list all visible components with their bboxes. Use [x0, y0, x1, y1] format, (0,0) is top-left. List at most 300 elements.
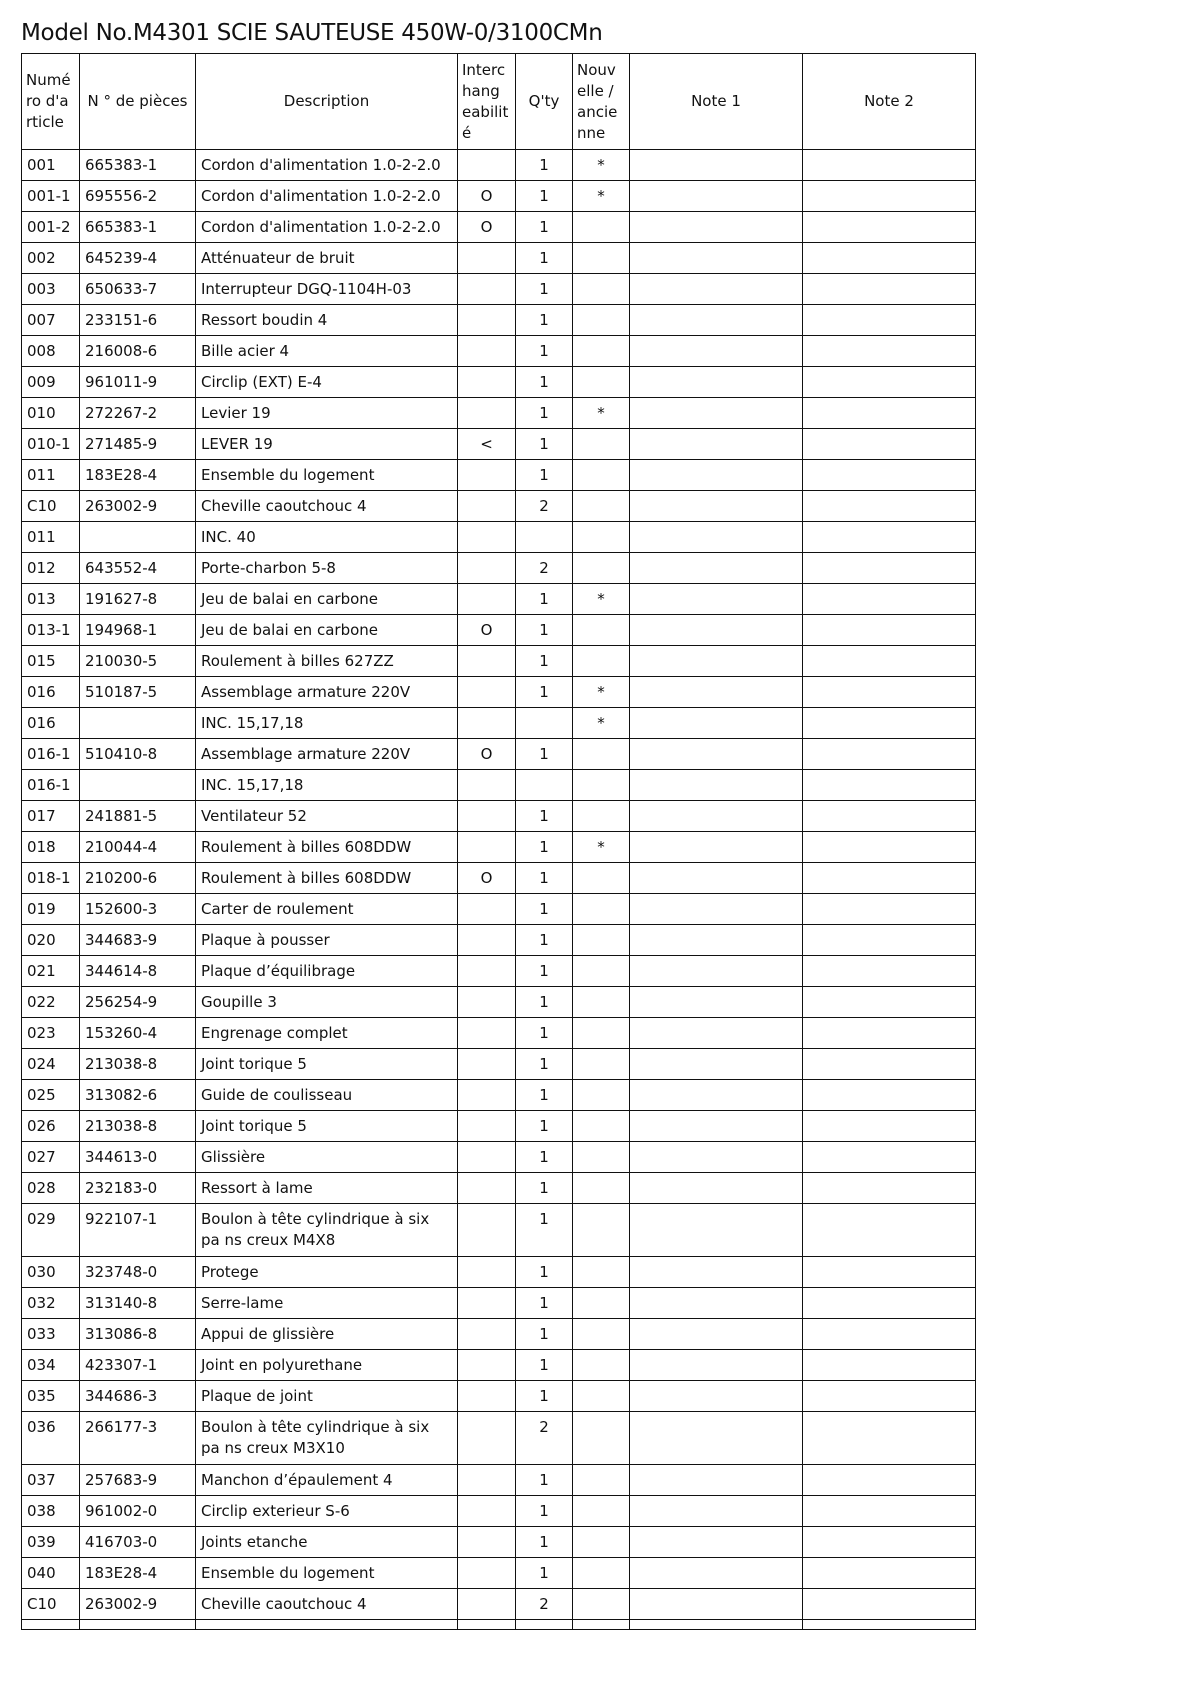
- table-row: [22, 584, 976, 615]
- cell-description: Assemblage armature 220V: [196, 677, 458, 708]
- cell-note-1: [630, 770, 803, 801]
- cell-new-old: [573, 305, 630, 336]
- cell-interchangeability: [458, 677, 516, 708]
- cell-note-2: [803, 1350, 976, 1381]
- cell-item-number: 028: [22, 1173, 80, 1204]
- cell-part-number: 272267-2: [80, 398, 196, 429]
- cell-new-old: [573, 1496, 630, 1527]
- cell-note-1: [630, 367, 803, 398]
- cell-item-number: 038: [22, 1496, 80, 1527]
- cell-part-number: 232183-0: [80, 1173, 196, 1204]
- cell-note-2: [803, 1204, 976, 1257]
- cell-item-number: 013: [22, 584, 80, 615]
- cell-new-old: [573, 212, 630, 243]
- cell-item-number: 016-1: [22, 770, 80, 801]
- cell-part-number: 210200-6: [80, 863, 196, 894]
- cell-interchangeability: [458, 1018, 516, 1049]
- cell-empty: [630, 1620, 803, 1630]
- cell-note-2: [803, 181, 976, 212]
- cell-quantity: 1: [516, 429, 573, 460]
- cell-quantity: 1: [516, 894, 573, 925]
- cell-quantity: 1: [516, 274, 573, 305]
- cell-item-number: 001-1: [22, 181, 80, 212]
- cell-part-number: 266177-3: [80, 1412, 196, 1465]
- table-row: [22, 1558, 976, 1589]
- cell-item-number: 017: [22, 801, 80, 832]
- cell-part-number: 961011-9: [80, 367, 196, 398]
- cell-part-number: 191627-8: [80, 584, 196, 615]
- cell-note-1: [630, 1465, 803, 1496]
- cell-part-number: 344614-8: [80, 956, 196, 987]
- cell-note-2: [803, 832, 976, 863]
- cell-description: Roulement à billes 608DDW: [196, 863, 458, 894]
- cell-quantity: 1: [516, 1558, 573, 1589]
- table-row: [22, 832, 976, 863]
- cell-description: Cheville caoutchouc 4: [196, 1589, 458, 1620]
- cell-description: Atténuateur de bruit: [196, 243, 458, 274]
- cell-description: Manchon d’épaulement 4: [196, 1465, 458, 1496]
- parts-table: [21, 53, 976, 1630]
- document-title: Model No.M4301 SCIE SAUTEUSE 450W-0/3100CMn: [21, 20, 603, 46]
- cell-part-number: 183E28-4: [80, 460, 196, 491]
- cell-description: Ressort à lame: [196, 1173, 458, 1204]
- cell-interchangeability: [458, 398, 516, 429]
- cell-part-number: 695556-2: [80, 181, 196, 212]
- cell-note-2: [803, 801, 976, 832]
- cell-note-2: [803, 956, 976, 987]
- cell-part-number: 416703-0: [80, 1527, 196, 1558]
- cell-note-2: [803, 1558, 976, 1589]
- cell-interchangeability: [458, 1589, 516, 1620]
- cell-new-old: [573, 1173, 630, 1204]
- cell-note-1: [630, 925, 803, 956]
- cell-note-2: [803, 305, 976, 336]
- cell-note-2: [803, 1018, 976, 1049]
- table-row: [22, 987, 976, 1018]
- cell-description: Plaque d’équilibrage: [196, 956, 458, 987]
- cell-new-old: [573, 460, 630, 491]
- cell-interchangeability: [458, 491, 516, 522]
- cell-new-old: [573, 925, 630, 956]
- cell-new-old: [573, 1204, 630, 1257]
- cell-description: Joint torique 5: [196, 1111, 458, 1142]
- cell-empty: [516, 1620, 573, 1630]
- cell-interchangeability: [458, 1173, 516, 1204]
- cell-note-1: [630, 894, 803, 925]
- cell-interchangeability: O: [458, 739, 516, 770]
- cell-part-number: 323748-0: [80, 1257, 196, 1288]
- cell-item-number: 033: [22, 1319, 80, 1350]
- cell-item-number: 012: [22, 553, 80, 584]
- cell-interchangeability: [458, 336, 516, 367]
- cell-interchangeability: [458, 925, 516, 956]
- cell-item-number: 010-1: [22, 429, 80, 460]
- cell-interchangeability: [458, 646, 516, 677]
- cell-description: Cordon d'alimentation 1.0-2-2.0: [196, 181, 458, 212]
- cell-note-1: [630, 1204, 803, 1257]
- cell-quantity: 1: [516, 1142, 573, 1173]
- cell-interchangeability: [458, 987, 516, 1018]
- cell-part-number: 510410-8: [80, 739, 196, 770]
- cell-note-2: [803, 1465, 976, 1496]
- cell-quantity: 1: [516, 1018, 573, 1049]
- cell-interchangeability: [458, 1558, 516, 1589]
- cell-item-number: 025: [22, 1080, 80, 1111]
- cell-quantity: 1: [516, 1465, 573, 1496]
- cell-interchangeability: [458, 584, 516, 615]
- cell-part-number: 256254-9: [80, 987, 196, 1018]
- cell-interchangeability: <: [458, 429, 516, 460]
- cell-new-old: *: [573, 832, 630, 863]
- cell-note-1: [630, 1527, 803, 1558]
- cell-new-old: [573, 863, 630, 894]
- cell-description: Plaque à pousser: [196, 925, 458, 956]
- cell-empty: [803, 1620, 976, 1630]
- cell-note-1: [630, 1111, 803, 1142]
- cell-part-number: 344686-3: [80, 1381, 196, 1412]
- cell-empty: [573, 1620, 630, 1630]
- cell-quantity: 2: [516, 491, 573, 522]
- cell-description: Cordon d'alimentation 1.0-2-2.0: [196, 212, 458, 243]
- cell-item-number: 020: [22, 925, 80, 956]
- cell-quantity: 1: [516, 1496, 573, 1527]
- table-body: [22, 150, 976, 1630]
- cell-interchangeability: O: [458, 615, 516, 646]
- cell-item-number: 003: [22, 274, 80, 305]
- cell-quantity: 1: [516, 1080, 573, 1111]
- cell-item-number: 030: [22, 1257, 80, 1288]
- cell-new-old: [573, 243, 630, 274]
- cell-item-number: 016: [22, 708, 80, 739]
- table-row: [22, 615, 976, 646]
- cell-note-2: [803, 1049, 976, 1080]
- cell-description: Roulement à billes 608DDW: [196, 832, 458, 863]
- cell-description: INC. 15,17,18: [196, 770, 458, 801]
- cell-item-number: 035: [22, 1381, 80, 1412]
- cell-interchangeability: [458, 1319, 516, 1350]
- cell-note-1: [630, 1049, 803, 1080]
- cell-item-number: 015: [22, 646, 80, 677]
- cell-quantity: 1: [516, 956, 573, 987]
- cell-interchangeability: [458, 460, 516, 491]
- cell-item-number: 013-1: [22, 615, 80, 646]
- cell-part-number: 344683-9: [80, 925, 196, 956]
- cell-note-2: [803, 1319, 976, 1350]
- cell-quantity: 1: [516, 181, 573, 212]
- cell-note-1: [630, 1319, 803, 1350]
- table-row: [22, 398, 976, 429]
- cell-quantity: 1: [516, 1527, 573, 1558]
- cell-interchangeability: [458, 274, 516, 305]
- cell-interchangeability: [458, 1527, 516, 1558]
- cell-item-number: 037: [22, 1465, 80, 1496]
- cell-note-1: [630, 150, 803, 181]
- cell-description: Cordon d'alimentation 1.0-2-2.0: [196, 150, 458, 181]
- table-row: [22, 367, 976, 398]
- cell-note-2: [803, 1496, 976, 1527]
- cell-interchangeability: [458, 1465, 516, 1496]
- table-row: [22, 646, 976, 677]
- cell-item-number: 011: [22, 522, 80, 553]
- cell-description: Levier 19: [196, 398, 458, 429]
- cell-item-number: 023: [22, 1018, 80, 1049]
- cell-quantity: 1: [516, 336, 573, 367]
- header-interchangeability: Interc hang eabilit é: [458, 54, 516, 150]
- cell-part-number: 213038-8: [80, 1111, 196, 1142]
- table-row: [22, 1319, 976, 1350]
- cell-description: Circlip exterieur S-6: [196, 1496, 458, 1527]
- cell-item-number: 027: [22, 1142, 80, 1173]
- cell-part-number: 961002-0: [80, 1496, 196, 1527]
- cell-item-number: C10: [22, 491, 80, 522]
- header-new-old: Nouv elle / ancie nne: [573, 54, 630, 150]
- cell-interchangeability: [458, 956, 516, 987]
- cell-new-old: *: [573, 584, 630, 615]
- cell-interchangeability: [458, 1142, 516, 1173]
- cell-note-2: [803, 987, 976, 1018]
- cell-quantity: 1: [516, 615, 573, 646]
- cell-new-old: [573, 956, 630, 987]
- cell-note-1: [630, 863, 803, 894]
- cell-part-number: 645239-4: [80, 243, 196, 274]
- cell-quantity: 1: [516, 801, 573, 832]
- cell-note-2: [803, 584, 976, 615]
- cell-new-old: [573, 553, 630, 584]
- table-row: [22, 181, 976, 212]
- cell-interchangeability: [458, 367, 516, 398]
- cell-item-number: 026: [22, 1111, 80, 1142]
- cell-note-2: [803, 615, 976, 646]
- cell-description: Glissière: [196, 1142, 458, 1173]
- cell-description: Joint en polyurethane: [196, 1350, 458, 1381]
- cell-new-old: *: [573, 677, 630, 708]
- cell-description: Joints etanche: [196, 1527, 458, 1558]
- cell-description: Bille acier 4: [196, 336, 458, 367]
- cell-interchangeability: [458, 894, 516, 925]
- cell-quantity: 1: [516, 460, 573, 491]
- cell-interchangeability: [458, 1111, 516, 1142]
- cell-note-1: [630, 243, 803, 274]
- cell-description: Goupille 3: [196, 987, 458, 1018]
- cell-part-number: 183E28-4: [80, 1558, 196, 1589]
- cell-item-number: 018-1: [22, 863, 80, 894]
- table-row: [22, 1018, 976, 1049]
- cell-part-number: 194968-1: [80, 615, 196, 646]
- cell-quantity: 1: [516, 243, 573, 274]
- cell-new-old: [573, 801, 630, 832]
- cell-note-1: [630, 212, 803, 243]
- cell-interchangeability: [458, 305, 516, 336]
- cell-description: Boulon à tête cylindrique à six pa ns creux M4X8: [196, 1204, 458, 1257]
- cell-part-number: 213038-8: [80, 1049, 196, 1080]
- cell-part-number: 263002-9: [80, 1589, 196, 1620]
- cell-item-number: 039: [22, 1527, 80, 1558]
- cell-description: Circlip (EXT) E-4: [196, 367, 458, 398]
- cell-item-number: 019: [22, 894, 80, 925]
- cell-description: Porte-charbon 5-8: [196, 553, 458, 584]
- cell-note-2: [803, 1589, 976, 1620]
- cell-note-2: [803, 150, 976, 181]
- cell-new-old: [573, 1018, 630, 1049]
- cell-quantity: 1: [516, 212, 573, 243]
- cell-item-number: 022: [22, 987, 80, 1018]
- cell-item-number: 024: [22, 1049, 80, 1080]
- table-row: [22, 460, 976, 491]
- cell-note-1: [630, 615, 803, 646]
- cell-note-2: [803, 770, 976, 801]
- cell-new-old: [573, 1080, 630, 1111]
- table-row: [22, 677, 976, 708]
- cell-quantity: 1: [516, 1204, 573, 1257]
- header-description: Description: [196, 54, 458, 150]
- header-part-number: N ° de pièces: [80, 54, 196, 150]
- cell-interchangeability: [458, 1350, 516, 1381]
- table-header-row: [22, 54, 976, 150]
- header-note-2: Note 2: [803, 54, 976, 150]
- cell-part-number: 271485-9: [80, 429, 196, 460]
- cell-note-2: [803, 553, 976, 584]
- cell-part-number: [80, 770, 196, 801]
- cell-part-number: 510187-5: [80, 677, 196, 708]
- cell-item-number: 002: [22, 243, 80, 274]
- cell-new-old: [573, 1257, 630, 1288]
- cell-interchangeability: [458, 1257, 516, 1288]
- table-row: [22, 739, 976, 770]
- cell-note-2: [803, 708, 976, 739]
- cell-description: Ensemble du logement: [196, 1558, 458, 1589]
- cell-new-old: [573, 1288, 630, 1319]
- cell-quantity: 1: [516, 398, 573, 429]
- cell-new-old: [573, 1381, 630, 1412]
- table-row: [22, 1381, 976, 1412]
- table-row: [22, 863, 976, 894]
- cell-item-number: 009: [22, 367, 80, 398]
- cell-description: INC. 40: [196, 522, 458, 553]
- cell-note-1: [630, 1173, 803, 1204]
- cell-part-number: 216008-6: [80, 336, 196, 367]
- cell-item-number: 018: [22, 832, 80, 863]
- table-row: [22, 305, 976, 336]
- cell-description: Boulon à tête cylindrique à six pa ns creux M3X10: [196, 1412, 458, 1465]
- cell-interchangeability: O: [458, 181, 516, 212]
- cell-note-1: [630, 336, 803, 367]
- cell-part-number: 313082-6: [80, 1080, 196, 1111]
- cell-new-old: [573, 1350, 630, 1381]
- header-note-1: Note 1: [630, 54, 803, 150]
- cell-note-1: [630, 274, 803, 305]
- cell-part-number: 922107-1: [80, 1204, 196, 1257]
- cell-interchangeability: [458, 1381, 516, 1412]
- cell-quantity: 1: [516, 739, 573, 770]
- cell-note-1: [630, 956, 803, 987]
- cell-quantity: 1: [516, 1350, 573, 1381]
- cell-interchangeability: [458, 801, 516, 832]
- cell-note-1: [630, 708, 803, 739]
- cell-note-2: [803, 398, 976, 429]
- table-row: [22, 1465, 976, 1496]
- cell-quantity: 1: [516, 1111, 573, 1142]
- cell-note-2: [803, 1080, 976, 1111]
- cell-item-number: 010: [22, 398, 80, 429]
- cell-description: Ventilateur 52: [196, 801, 458, 832]
- table-row: [22, 1142, 976, 1173]
- cell-interchangeability: [458, 1496, 516, 1527]
- cell-description: Ensemble du logement: [196, 460, 458, 491]
- cell-note-2: [803, 1381, 976, 1412]
- cell-interchangeability: [458, 553, 516, 584]
- cell-empty: [458, 1620, 516, 1630]
- cell-part-number: 344613-0: [80, 1142, 196, 1173]
- cell-note-2: [803, 739, 976, 770]
- cell-part-number: 153260-4: [80, 1018, 196, 1049]
- cell-interchangeability: [458, 708, 516, 739]
- cell-interchangeability: [458, 522, 516, 553]
- cell-new-old: [573, 987, 630, 1018]
- cell-note-1: [630, 1589, 803, 1620]
- cell-part-number: 665383-1: [80, 150, 196, 181]
- table-row: [22, 1496, 976, 1527]
- cell-new-old: [573, 1049, 630, 1080]
- cell-interchangeability: [458, 150, 516, 181]
- cell-note-2: [803, 1111, 976, 1142]
- header-item-number: Numé ro d'a rticle: [22, 54, 80, 150]
- cell-note-2: [803, 367, 976, 398]
- cell-item-number: 032: [22, 1288, 80, 1319]
- cell-note-2: [803, 522, 976, 553]
- table-row: [22, 1257, 976, 1288]
- cell-new-old: [573, 522, 630, 553]
- cell-interchangeability: [458, 1288, 516, 1319]
- cell-new-old: [573, 1319, 630, 1350]
- cell-quantity: 1: [516, 1319, 573, 1350]
- table-row: [22, 243, 976, 274]
- cell-part-number: 313086-8: [80, 1319, 196, 1350]
- cell-description: Cheville caoutchouc 4: [196, 491, 458, 522]
- cell-description: Interrupteur DGQ-1104H-03: [196, 274, 458, 305]
- cell-new-old: [573, 491, 630, 522]
- cell-new-old: [573, 1589, 630, 1620]
- cell-description: Carter de roulement: [196, 894, 458, 925]
- cell-item-number: 016-1: [22, 739, 80, 770]
- cell-empty: [80, 1620, 196, 1630]
- table-row: [22, 429, 976, 460]
- cell-part-number: 643552-4: [80, 553, 196, 584]
- cell-item-number: 001-2: [22, 212, 80, 243]
- cell-quantity: 1: [516, 150, 573, 181]
- cell-note-2: [803, 460, 976, 491]
- cell-note-2: [803, 1142, 976, 1173]
- cell-new-old: [573, 1465, 630, 1496]
- cell-note-1: [630, 522, 803, 553]
- cell-new-old: [573, 1111, 630, 1142]
- cell-description: Guide de coulisseau: [196, 1080, 458, 1111]
- cell-note-2: [803, 274, 976, 305]
- cell-new-old: [573, 1412, 630, 1465]
- cell-note-1: [630, 460, 803, 491]
- cell-interchangeability: [458, 1080, 516, 1111]
- cell-part-number: 423307-1: [80, 1350, 196, 1381]
- table-row: [22, 522, 976, 553]
- cell-part-number: 313140-8: [80, 1288, 196, 1319]
- cell-new-old: *: [573, 708, 630, 739]
- cell-quantity: 1: [516, 863, 573, 894]
- cell-description: INC. 15,17,18: [196, 708, 458, 739]
- cell-new-old: [573, 770, 630, 801]
- cell-quantity: 2: [516, 553, 573, 584]
- cell-quantity: 1: [516, 1173, 573, 1204]
- cell-new-old: [573, 336, 630, 367]
- cell-note-1: [630, 1257, 803, 1288]
